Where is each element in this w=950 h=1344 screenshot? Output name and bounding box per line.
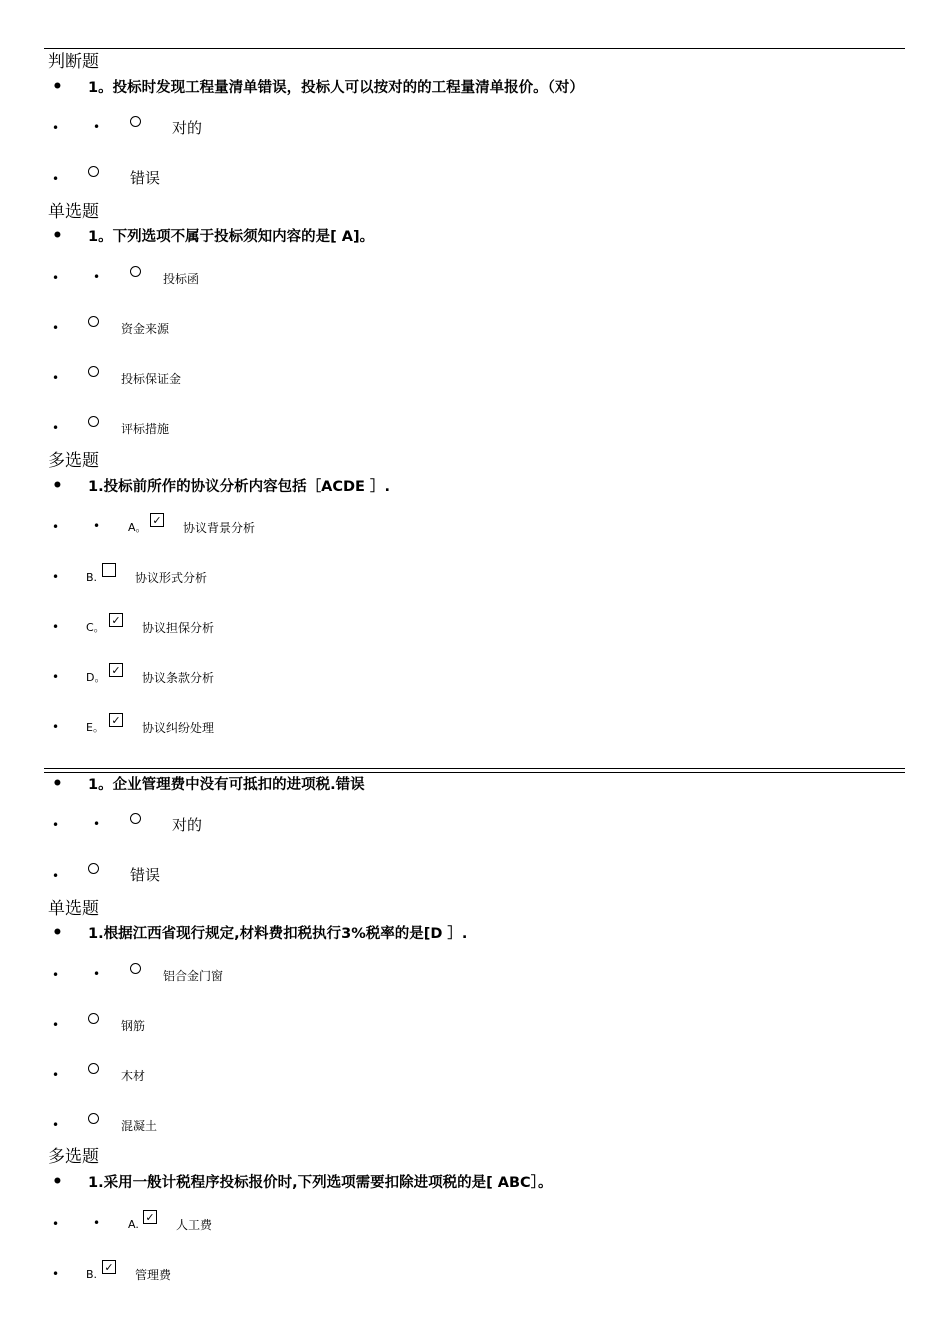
checkmark-icon: ✓ bbox=[111, 613, 121, 627]
question-text: 1。投标时发现工程量清单错误，投标人可以按对的的工程量清单报价。（对） bbox=[88, 80, 584, 96]
bullet-icon: • bbox=[52, 172, 60, 186]
bullet-icon: • bbox=[52, 1267, 60, 1281]
radio-empty-icon[interactable] bbox=[88, 316, 99, 327]
question-text: 1.采用一般计税程序投标报价时,下列选项需要扣除进项税的是[ ABC］。 bbox=[88, 1175, 553, 1191]
radio-empty-icon[interactable] bbox=[88, 366, 99, 377]
option-label: 协议担保分析 bbox=[142, 621, 215, 635]
checkmark-icon: ✓ bbox=[145, 1210, 155, 1224]
option-letter: D。 bbox=[86, 671, 106, 684]
checkbox-checked-icon[interactable] bbox=[102, 1260, 116, 1274]
radio-empty-icon[interactable] bbox=[88, 416, 99, 427]
checkbox-checked-icon[interactable] bbox=[143, 1210, 157, 1224]
question-text: 1.根据江西省现行规定,材料费扣税执行3%税率的是[D ］. bbox=[88, 926, 468, 942]
checkbox-checked-icon[interactable] bbox=[109, 713, 123, 727]
bullet-icon: • bbox=[52, 670, 60, 684]
option-label: 协议背景分析 bbox=[183, 521, 256, 535]
option-label: 混凝土 bbox=[121, 1119, 158, 1133]
radio-empty-icon[interactable] bbox=[88, 166, 99, 177]
radio-empty-icon[interactable] bbox=[130, 266, 141, 277]
bullet-icon: • bbox=[93, 1216, 101, 1230]
radio-empty-icon[interactable] bbox=[88, 1063, 99, 1074]
radio-empty-icon[interactable] bbox=[88, 1113, 99, 1124]
radio-empty-icon[interactable] bbox=[130, 963, 141, 974]
section-divider bbox=[44, 768, 905, 773]
option-label: 评标措施 bbox=[121, 422, 170, 436]
section-heading: 单选题 bbox=[48, 202, 99, 222]
checkmark-icon: ✓ bbox=[152, 513, 162, 527]
section-heading: 多选题 bbox=[48, 451, 99, 471]
option-letter: A。 bbox=[128, 521, 147, 534]
bullet-icon: • bbox=[52, 923, 63, 943]
option-label: 对的 bbox=[172, 816, 203, 834]
checkmark-icon: ✓ bbox=[111, 713, 121, 727]
option-label: 协议纠纷处理 bbox=[142, 721, 215, 735]
bullet-icon: • bbox=[52, 1068, 60, 1082]
section-heading: 判断题 bbox=[48, 52, 99, 72]
bullet-icon: • bbox=[52, 869, 60, 883]
section-heading: 多选题 bbox=[48, 1147, 99, 1167]
bullet-icon: • bbox=[52, 421, 60, 435]
bullet-icon: • bbox=[52, 226, 63, 246]
bullet-icon: • bbox=[93, 817, 101, 831]
option-label: 木材 bbox=[121, 1069, 146, 1083]
section-heading: 单选题 bbox=[48, 899, 99, 919]
radio-empty-icon[interactable] bbox=[130, 116, 141, 127]
checkmark-icon: ✓ bbox=[111, 663, 121, 677]
question-text: 1。下列选项不属于投标须知内容的是[ A]。 bbox=[88, 229, 375, 245]
question-text: 1。企业管理费中没有可抵扣的进项税.错误 bbox=[88, 777, 365, 793]
bullet-icon: • bbox=[52, 1018, 60, 1032]
bullet-icon: • bbox=[52, 620, 60, 634]
radio-empty-icon[interactable] bbox=[130, 813, 141, 824]
option-letter: A. bbox=[128, 1218, 139, 1231]
bullet-icon: • bbox=[52, 968, 60, 982]
option-letter: E。 bbox=[86, 721, 104, 734]
bullet-icon: • bbox=[52, 720, 60, 734]
bullet-icon: • bbox=[52, 520, 60, 534]
checkmark-icon: ✓ bbox=[104, 1260, 114, 1274]
top-rule bbox=[44, 48, 905, 49]
bullet-icon: • bbox=[52, 1118, 60, 1132]
bullet-icon: • bbox=[52, 818, 60, 832]
option-label: 投标函 bbox=[163, 272, 200, 286]
radio-empty-icon[interactable] bbox=[88, 863, 99, 874]
option-label: 对的 bbox=[172, 119, 203, 137]
bullet-icon: • bbox=[52, 121, 60, 135]
checkbox-empty-icon[interactable] bbox=[102, 563, 116, 577]
bullet-icon: • bbox=[52, 371, 60, 385]
option-label: 协议形式分析 bbox=[135, 571, 208, 585]
question-text: 1.投标前所作的协议分析内容包括［ACDE ］. bbox=[88, 479, 390, 495]
checkbox-checked-icon[interactable] bbox=[109, 663, 123, 677]
option-label: 管理费 bbox=[135, 1268, 172, 1282]
option-letter: B. bbox=[86, 1268, 98, 1281]
option-label: 投标保证金 bbox=[121, 372, 182, 386]
bullet-icon: • bbox=[52, 476, 63, 496]
bullet-icon: • bbox=[93, 519, 101, 533]
bullet-icon: • bbox=[93, 120, 101, 134]
radio-empty-icon[interactable] bbox=[88, 1013, 99, 1024]
bullet-icon: • bbox=[52, 77, 63, 97]
bullet-icon: • bbox=[93, 270, 101, 284]
option-label: 铝合金门窗 bbox=[163, 969, 224, 983]
checkbox-checked-icon[interactable] bbox=[109, 613, 123, 627]
checkbox-checked-icon[interactable] bbox=[150, 513, 164, 527]
bullet-icon: • bbox=[52, 570, 60, 584]
bullet-icon: • bbox=[52, 321, 60, 335]
option-letter: B. bbox=[86, 571, 98, 584]
bullet-icon: • bbox=[52, 1217, 60, 1231]
bullet-icon: • bbox=[52, 271, 60, 285]
option-label: 协议条款分析 bbox=[142, 671, 215, 685]
option-label: 错误 bbox=[130, 169, 161, 187]
bullet-icon: • bbox=[93, 967, 101, 981]
bullet-icon: • bbox=[52, 774, 63, 794]
option-letter: C。 bbox=[86, 621, 105, 634]
option-label: 资金来源 bbox=[121, 322, 170, 336]
bullet-icon: • bbox=[52, 1172, 63, 1192]
option-label: 人工费 bbox=[176, 1218, 213, 1232]
option-label: 错误 bbox=[130, 866, 161, 884]
option-label: 钢筋 bbox=[121, 1019, 146, 1033]
